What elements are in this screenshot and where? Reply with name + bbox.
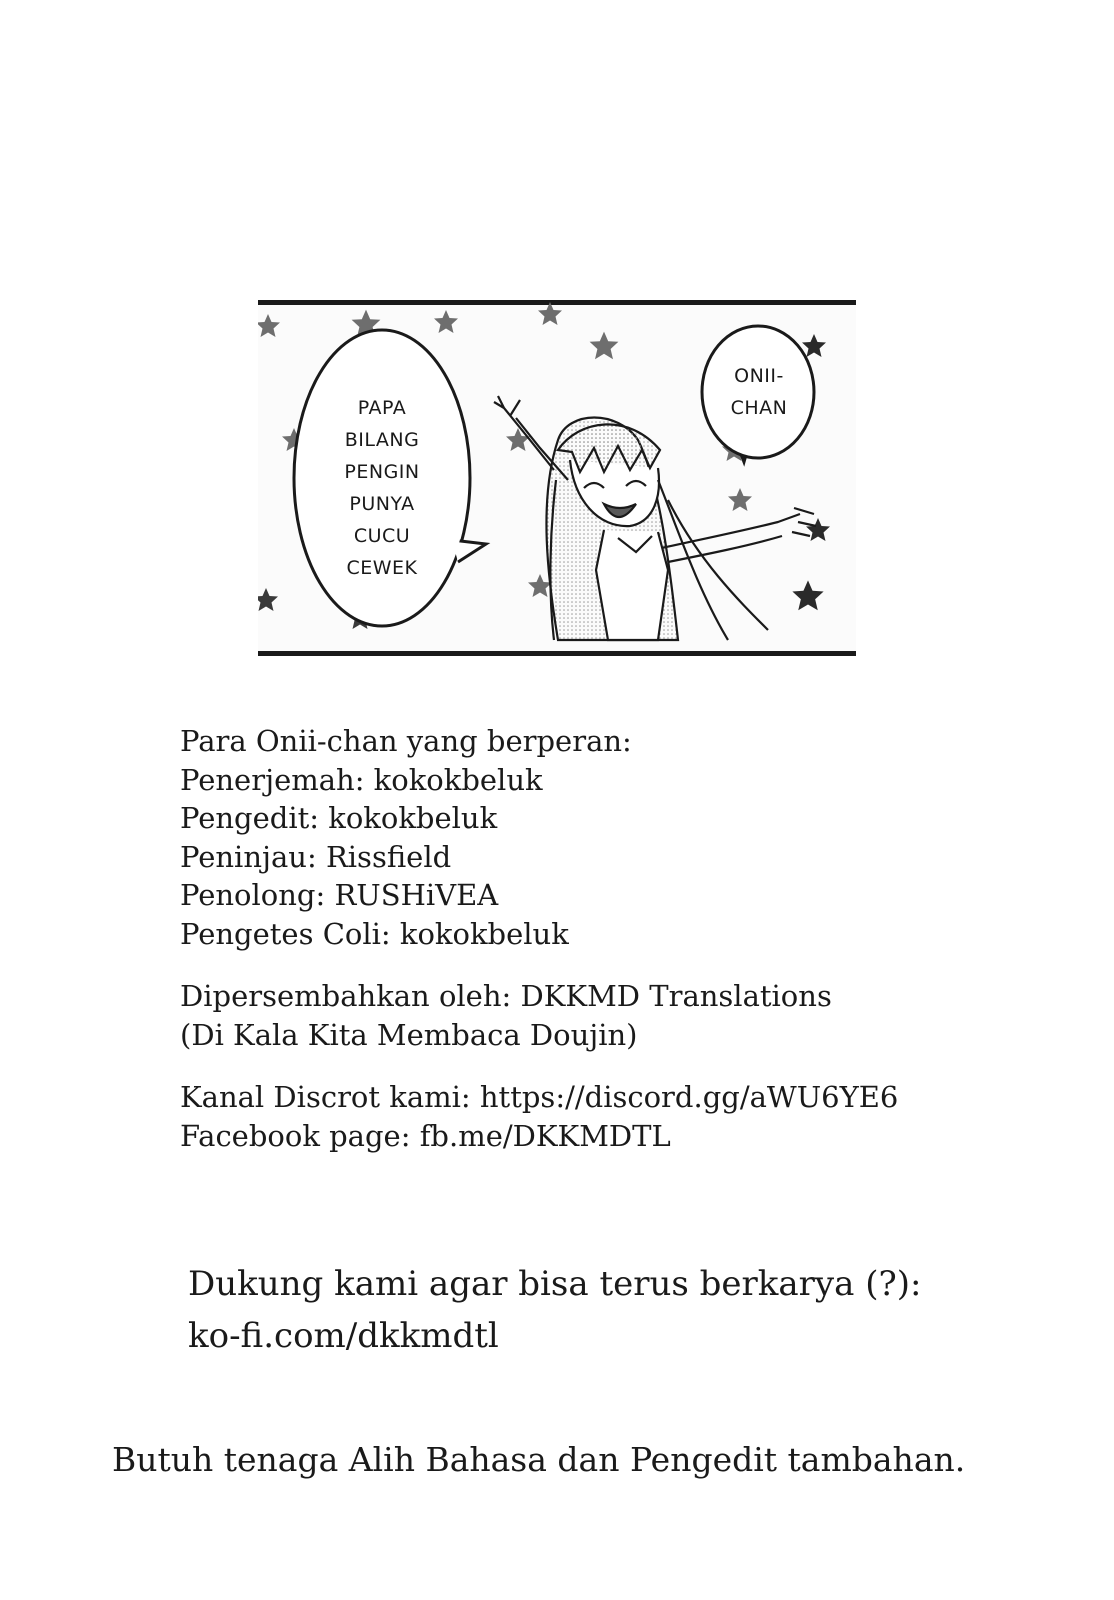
bubble-left-line: PAPA (357, 397, 407, 419)
credits-block (180, 722, 898, 1155)
credit-role: Penerjemah: kokokbeluk (180, 762, 543, 797)
credit-role: Pengedit: kokokbeluk (180, 801, 498, 835)
bubble-right-line: CHAN (730, 397, 788, 419)
spacer (180, 1054, 898, 1078)
kofi-link: ko-fi.com/dkkmdtl (188, 1316, 499, 1356)
bubble-left-line: PENGIN (344, 461, 420, 483)
support-text: Dukung kami agar bisa terus berkarya (?): (188, 1264, 922, 1304)
discord-link: Kanal Discrot kami: https://discord.gg/aWU6YE6 (180, 1080, 899, 1114)
facebook-link: Facebook page: fb.me/DKKMDTL (180, 1118, 671, 1153)
credit-role: Penolong: RUSHiVEA (180, 878, 499, 912)
bubble-left-text (314, 392, 450, 584)
bubble-right-line: ONII- (734, 365, 784, 387)
credit-role: Peninjau: Rissfield (180, 839, 452, 874)
manga-panel (258, 300, 856, 656)
bubble-left-line: PUNYA (349, 493, 415, 515)
group-full-name: (Di Kala Kita Membaca Doujin) (180, 1017, 638, 1052)
bubble-left-line: CEWEK (346, 557, 418, 579)
spacer (180, 953, 898, 977)
credits-heading: Para Onii-chan yang berperan: (180, 724, 632, 758)
credit-role: Pengetes Coli: kokokbeluk (180, 916, 569, 951)
presented-by: Dipersembahkan oleh: DKKMD Translations (180, 979, 832, 1013)
recruitment-notice: Butuh tenaga Alih Bahasa dan Pengedit tambahan. (112, 1440, 966, 1479)
bubble-left-line: BILANG (344, 429, 420, 451)
bubble-right-text (714, 360, 804, 424)
support-block (188, 1258, 921, 1362)
bubble-left-line: CUCU (353, 525, 411, 547)
